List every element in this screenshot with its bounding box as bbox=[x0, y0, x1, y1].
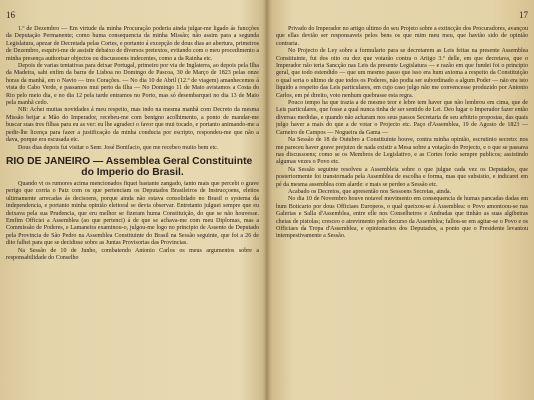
left-page-body bbox=[6, 26, 259, 262]
page-number-right: 17 bbox=[519, 10, 528, 20]
paragraph: No dia 10 de Novembro houve notavel movimento em consequencia de humas pancadas dadas em hum Boticario por dous Officiaes Europeos, o qual queixou-se á Assemblea: o Povo amontoou-se nas Galerias e Salla d'Assemblea, entre elle nos Conselheiros e Andradas que tinhão as suas algibeiras cheias de pistolas; cresceo o atrevimento pelo decurso da Assemblea; fallou-se em agitar-se o Povo e os Officiaes da Tropa d'Assemblea, e opinionarios dos Deputados, a ponto que o Presidente levantou intempestivamente a Sessão. bbox=[276, 196, 528, 240]
paragraph: Na Sessão seguinte resolveu a Assembleia sobre o que julgue cada vez os Deputados, que posteriormente foi transtornada pela Assemblea de escolha e forma, mas que subsistio, e indicarei em pé da mesma assemblea com alarde: e mais se perdeo a Sessão etc. bbox=[276, 166, 528, 188]
paragraph: 1.º de Dezembro — Em virtude da minha Procuração poderia ainda julgar-me ligado ás funcções da Deputação Permanente; como huma consequencia da minha Missão; não assim para a segunda Legislatura, apezar de Decretada pelas Cortes, e portanto á excepção de dous dias ao abertura, primeiros de Dezembro, esquivi-me de assistir debaixo de diversos pretextos, evitando com o meu procedimento a minha presença authorisar objectos ou discussoens indecentes, como a da Rainha etc. bbox=[6, 26, 259, 62]
right-page-body bbox=[276, 26, 528, 241]
section-heading bbox=[6, 156, 259, 178]
paragraph: Na Sessão de 18 de Outubro a Constituinte houve, contra minha opinião, escrutinio secreto: nos me pareceu haver grave prejuizo de nada existir a Mesa sobre a votação do Projecto, e o que se passava nas discussoens; como se os Membros de Legislativo, e as Cortes forão sempre publicos; assistindo algumas vezes o Povo etc. bbox=[276, 137, 528, 166]
paragraph: Pouco tempo ha que trazia a de mesmo teor e lebre tem haver que não lembrou em cima, que de Leis particulares, que fosse a qual nunca tinha de ser sentido de Lei. Deo lugar o Imperador fazer então diversas medidas, e quando não acharam nos seus passos Secretaria de seu arbitrio propostas, das quais julgo haver a mais do que a de votar o Projecto etc. Paço d'Assemblea, 19 de Agosto de 1823 — Carneiro de Campos — Nogueira da Gama — bbox=[276, 100, 528, 136]
paragraph: NB: Achei muitas novidades á meu respeito, mas indo na mesma manhã com Decreto da mesma Missão beijar a Mão do Imperador, recebeu-me com benigno acolhimento, a ponto de mandar-me buscar suas tres filhas para eu as ver: eu lhe agradeci o favor que mui tocado, e portanto animando-me a pedir-lhe licença para fazer a justificação da minha conducta por escripto, respondeu-me que não a dava, porque era escusada etc. bbox=[6, 107, 259, 144]
paragraph: Quando vi os rumores acima mencionados fiquei bastante zangado, tanto mais que percebi o grave perigo que corria o Paiz com os que pertenciam os Deputados Brasileiros de Instrucçoens, eleitos ultimamente arrecadas ás decisoens, porque ainda não estava consolidado no Brasil o systema da independencia, e portanto minha opinião eleitoral se devia observar. Entretanto julguei sempre que eu deixava pela sua Prudencia, que eru melhor se fizeram huma Constituição, do que se não houvesse. Emfim Officiei a Assemblea (ao que pertenci) á de que se achava-me com meu Diplomas, mas a Commissão de Poderes, e Lamaneira examinou-o, julgou-me logo no principio de Assento de Deputado pela Provincia de São Pedro na Assemblea Constituinte do Brasil na Sessão seguinte, que foi a 26 de dito falhei para que se decidisse sobre as Juntas Provisorias das Provincias. bbox=[6, 180, 259, 247]
paragraph: Na Sessão de 10 de Junho, combatendo Antonio Carlos os meus argumentos sobre a responsabilidade do Conselho bbox=[6, 247, 259, 261]
paragraph: Dous dias depois fui visitar o Senr. José Bonifacio, que me recebeo muito bem etc. bbox=[18, 144, 219, 151]
section-heading-line1: RIO DE JANEIRO — Assemblea Geral Constituinte bbox=[6, 155, 253, 167]
left-page bbox=[6, 10, 259, 392]
paragraph: No Projecto de Ley sobre a formulario para se decretarem as Leis feitas na presente Assemblea Constituinte, fui dos oito ou dez que votarão contra o Artigo 3.º delle, em que decretava, que o Imperador não teria Sancção nas Leis da presente Legislatura — e razão em que fundei foi o principio geral, que todo estendido — que um mesmo passo que isso era hum axioma a respeito da Constituição o qual seria o ultimo de que todos os Poderes, não podia ser subordinado a algum Poder — não era isto liquido a respeito das Leis particulares, em cujo caso julgo não me convencesse produzido por Antonio Carlos, em pé direito, voto nenhum quebrasse esta regra. bbox=[276, 48, 528, 99]
paragraph: Depois de varias tentativas para deixar Portugal, primeiro por via de Inglaterra, ao depois pela Ilha da Madeira, sahi enfim da barra de Lisboa no Domingo de Pascoa, 30 de Março de 1823 pelas onze horas da manhã, em o Navio — tres Corações. — No dia 10 de Abril (12.º de viagem) amanhecemos á vista do Cabo Verde, e passamos mui perto da Ilha — No Domingo 11 de Maio avistamos a Costa do Rio pelo meio dia, e no dia 12 pela tarde entramos no Porto, mas só desembarquei no dia 13 de Maio pela manhã cedo. bbox=[6, 63, 259, 107]
section-heading-line2: do Imperio do Brasil. bbox=[81, 166, 184, 178]
paragraph: Acabado os Decretos, que apresentão nos Sessoens Secretas, ainda. bbox=[288, 188, 452, 195]
book-gutter bbox=[262, 0, 272, 400]
paragraph: Privado do Imperador no artigo ultimo do seu Projeto sobre a extincção dos Procuradores, avançou que ellas devião ser responsaveis pelos bens os que mim meu meu, que havião sido de opinião contraria. bbox=[276, 26, 528, 47]
page-number-left: 16 bbox=[6, 10, 15, 20]
right-page bbox=[276, 10, 528, 392]
